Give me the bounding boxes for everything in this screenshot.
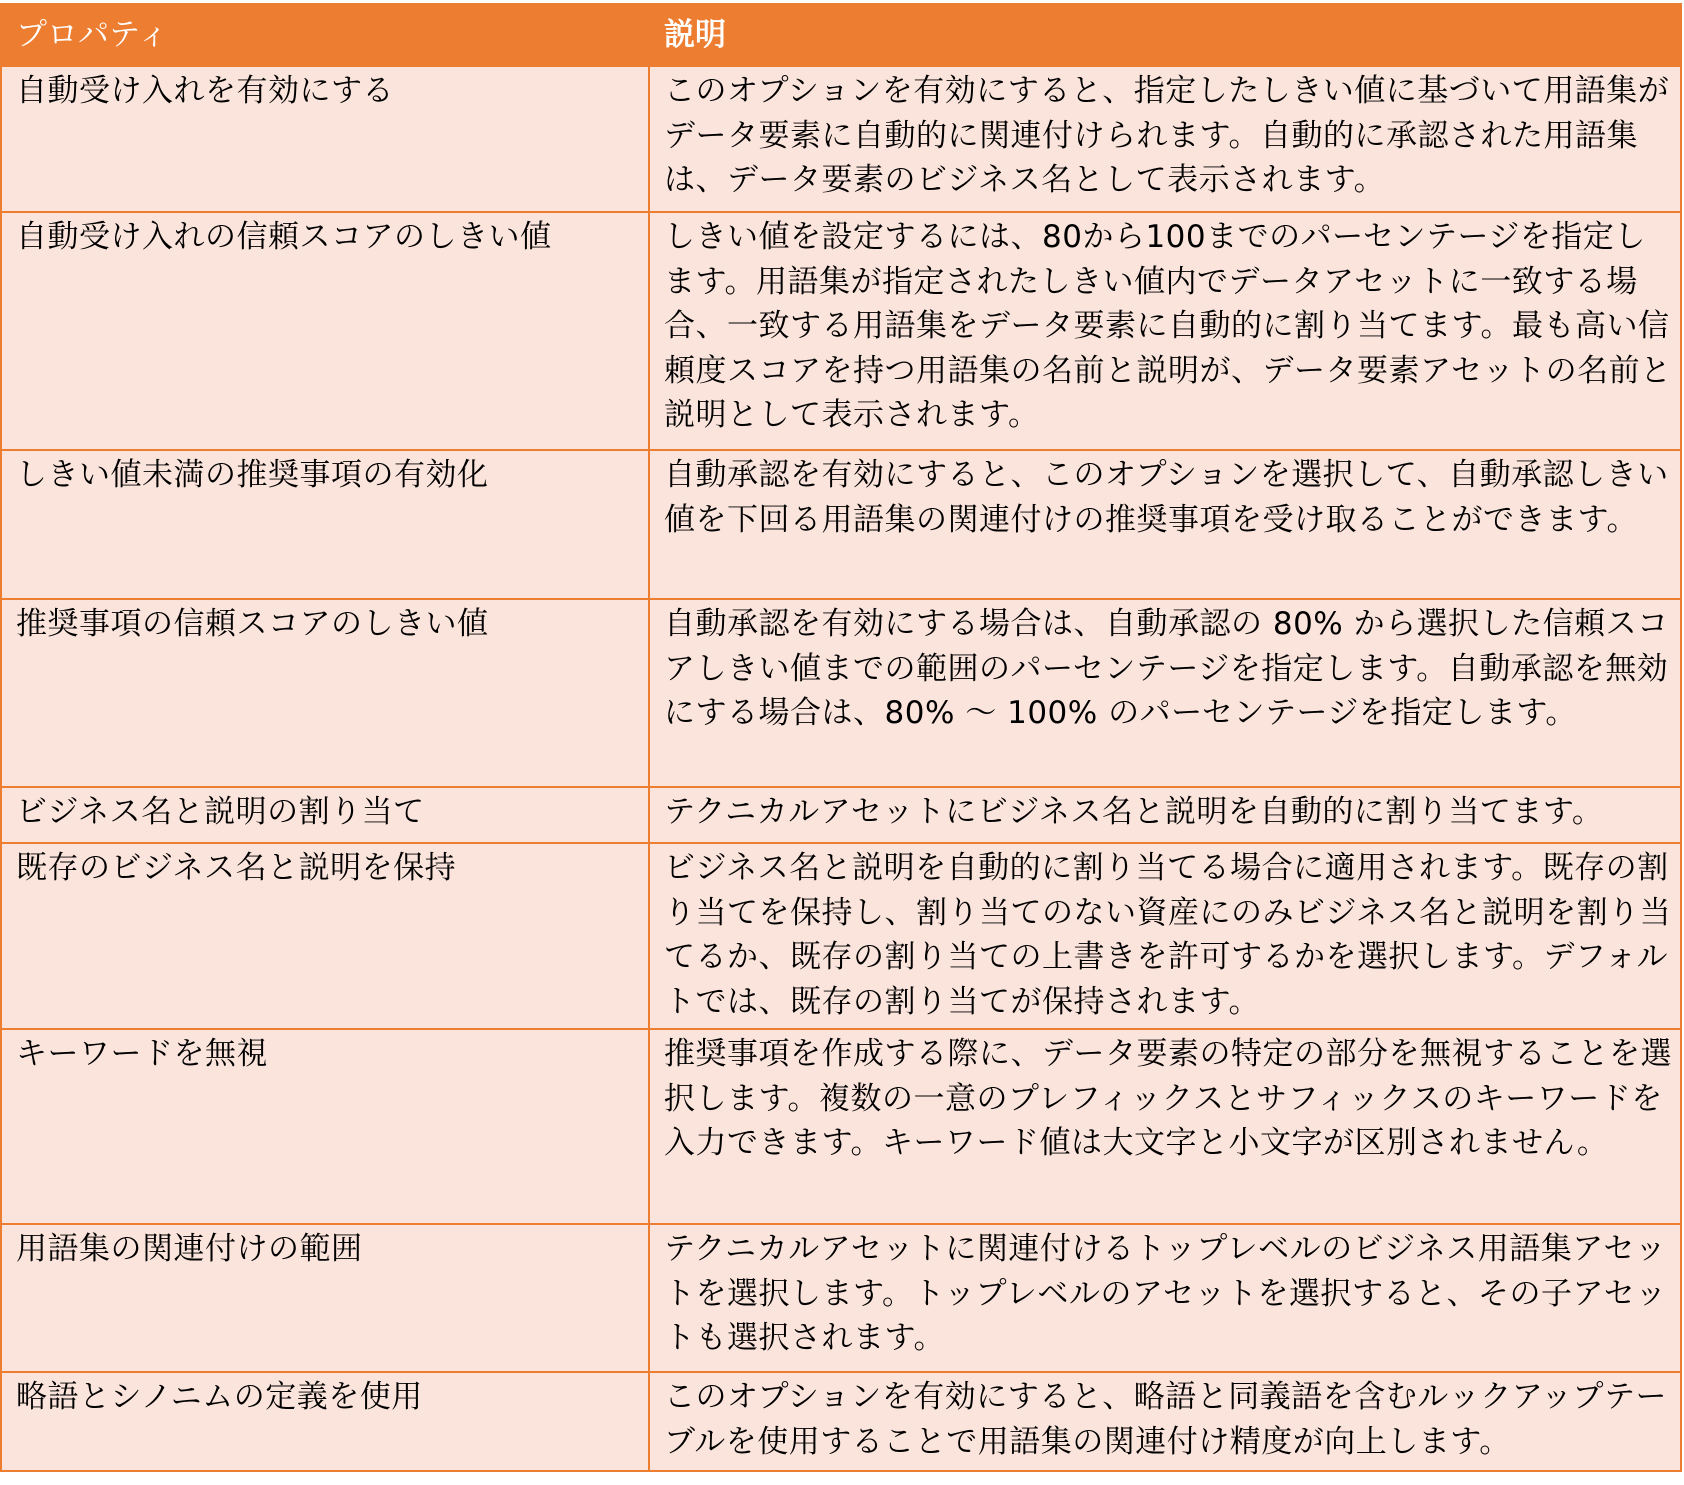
table-row bbox=[1, 1029, 1681, 1224]
table-row bbox=[1, 843, 1681, 1029]
description-cell: 推奨事項を作成する際に、データ要素の特定の部分を無視することを選択します。複数の一意のプレフィックスとサフィックスのキーワードを入力できます。キーワード値は大文字と小文字が区別されません。 bbox=[649, 1029, 1681, 1224]
table-row bbox=[1, 1372, 1681, 1471]
description-cell: このオプションを有効にすると、略語と同義語を含むルックアップテーブルを使用することで用語集の関連付け精度が向上します。 bbox=[649, 1372, 1681, 1471]
table-header-row bbox=[1, 4, 1681, 66]
header-description: 説明 bbox=[649, 4, 1681, 66]
description-cell: テクニカルアセットに関連付けるトップレベルのビジネス用語集アセットを選択します。トップレベルのアセットを選択すると、その子アセットも選択されます。 bbox=[649, 1224, 1681, 1372]
property-cell: しきい値未満の推奨事項の有効化 bbox=[1, 450, 649, 599]
table-row bbox=[1, 599, 1681, 787]
description-cell: 自動承認を有効にすると、このオプションを選択して、自動承認しきい値を下回る用語集の関連付けの推奨事項を受け取ることができます。 bbox=[649, 450, 1681, 599]
property-cell: 推奨事項の信頼スコアのしきい値 bbox=[1, 599, 649, 787]
property-cell: 自動受け入れの信頼スコアのしきい値 bbox=[1, 212, 649, 450]
description-cell: ビジネス名と説明を自動的に割り当てる場合に適用されます。既存の割り当てを保持し、割り当てのない資産にのみビジネス名と説明を割り当てるか、既存の割り当ての上書きを許可するかを選択します。デフォルトでは、既存の割り当てが保持されます。 bbox=[649, 843, 1681, 1029]
property-cell: ビジネス名と説明の割り当て bbox=[1, 787, 649, 843]
description-cell: 自動承認を有効にする場合は、自動承認の 80% から選択した信頼スコアしきい値までの範囲のパーセンテージを指定します。自動承認を無効にする場合は、80% ～ 100% のパーセンテージを指定します。 bbox=[649, 599, 1681, 787]
table-row bbox=[1, 787, 1681, 843]
description-cell: テクニカルアセットにビジネス名と説明を自動的に割り当てます。 bbox=[649, 787, 1681, 843]
property-cell: 略語とシノニムの定義を使用 bbox=[1, 1372, 649, 1471]
description-cell: このオプションを有効にすると、指定したしきい値に基づいて用語集がデータ要素に自動的に関連付けられます。自動的に承認された用語集は、データ要素のビジネス名として表示されます。 bbox=[649, 66, 1681, 212]
property-cell: 自動受け入れを有効にする bbox=[1, 66, 649, 212]
table-row bbox=[1, 450, 1681, 599]
description-cell: しきい値を設定するには、80から100までのパーセンテージを指定します。用語集が指定されたしきい値内でデータアセットに一致する場合、一致する用語集をデータ要素に自動的に割り当てます。最も高い信頼度スコアを持つ用語集の名前と説明が、データ要素アセットの名前と説明として表示されます。 bbox=[649, 212, 1681, 450]
header-property: プロパティ bbox=[1, 4, 649, 66]
table-row bbox=[1, 66, 1681, 212]
property-cell: 用語集の関連付けの範囲 bbox=[1, 1224, 649, 1372]
property-cell: キーワードを無視 bbox=[1, 1029, 649, 1224]
property-cell: 既存のビジネス名と説明を保持 bbox=[1, 843, 649, 1029]
properties-table bbox=[0, 3, 1682, 1472]
table-row bbox=[1, 1224, 1681, 1372]
table-row bbox=[1, 212, 1681, 450]
